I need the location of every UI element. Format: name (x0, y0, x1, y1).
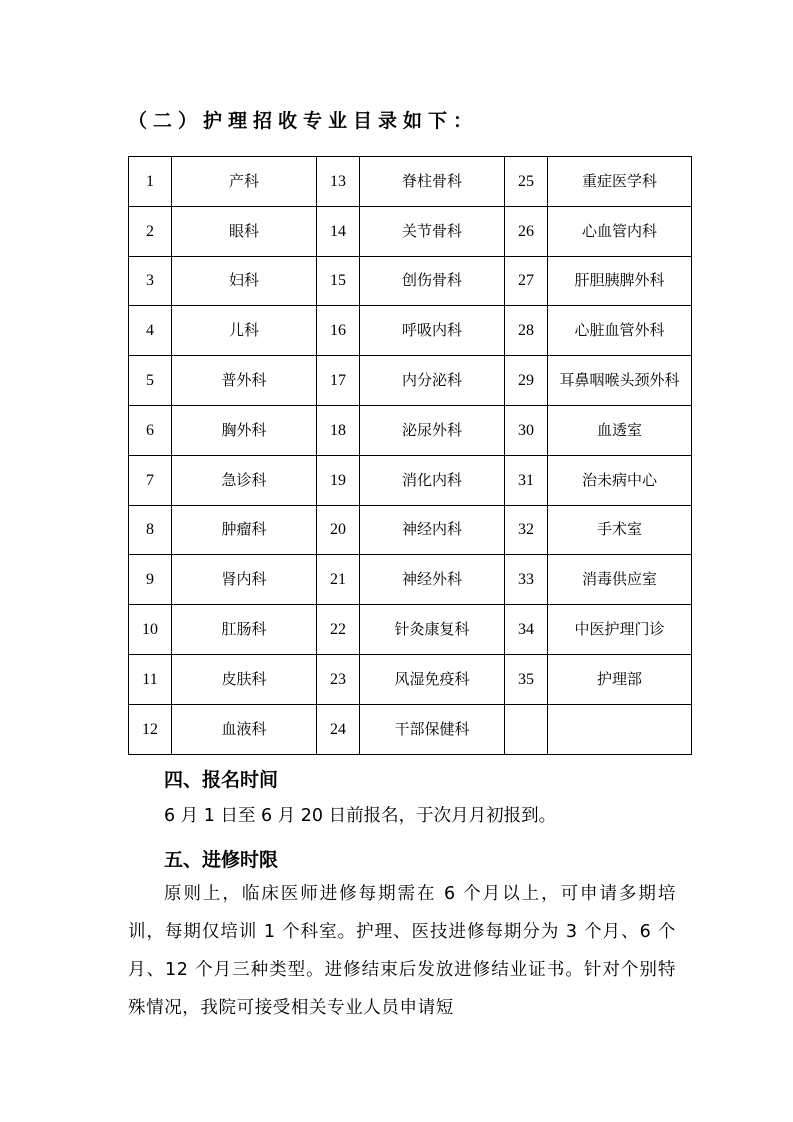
major-name-cell: 胸外科 (172, 405, 317, 455)
row-number-cell: 4 (129, 306, 172, 356)
table-row (129, 704, 692, 754)
row-number-cell: 28 (505, 306, 548, 356)
row-number-cell: 24 (317, 704, 360, 754)
major-name-cell: 创伤骨科 (360, 256, 505, 306)
major-name-cell: 急诊科 (172, 455, 317, 505)
major-name-cell: 脊柱骨科 (360, 157, 505, 207)
row-number-cell: 23 (317, 654, 360, 704)
table-row (129, 654, 692, 704)
row-number-cell: 6 (129, 405, 172, 455)
major-name-cell: 耳鼻咽喉头颈外科 (548, 356, 692, 406)
row-number-cell: 35 (505, 654, 548, 704)
row-number-cell: 33 (505, 555, 548, 605)
table-body (129, 157, 692, 755)
row-number-cell: 5 (129, 356, 172, 406)
table-row (129, 605, 692, 655)
row-number-cell: 27 (505, 256, 548, 306)
row-number-cell: 30 (505, 405, 548, 455)
major-name-cell: 血液科 (172, 704, 317, 754)
major-name-cell: 肝胆胰脾外科 (548, 256, 692, 306)
nursing-majors-table (128, 156, 692, 755)
row-number-cell: 12 (129, 704, 172, 754)
major-name-cell: 护理部 (548, 654, 692, 704)
major-name-cell: 产科 (172, 157, 317, 207)
row-number-cell: 20 (317, 505, 360, 555)
row-number-cell: 15 (317, 256, 360, 306)
major-name-cell: 神经外科 (360, 555, 505, 605)
major-name-cell: 消毒供应室 (548, 555, 692, 605)
major-name-cell: 干部保健科 (360, 704, 505, 754)
table-row (129, 157, 692, 207)
table-row (129, 455, 692, 505)
section-heading-nursing-majors: （二）护理招收专业目录如下： (128, 110, 479, 132)
major-name-cell: 心血管内科 (548, 206, 692, 256)
major-name-cell: 妇科 (172, 256, 317, 306)
row-number-cell: 29 (505, 356, 548, 406)
row-number-cell: 9 (129, 555, 172, 605)
row-number-cell: 3 (129, 256, 172, 306)
major-name-cell: 针灸康复科 (360, 605, 505, 655)
row-number-cell: 8 (129, 505, 172, 555)
major-name-cell: 关节骨科 (360, 206, 505, 256)
row-number-cell (505, 704, 548, 754)
major-name-cell: 肾内科 (172, 555, 317, 605)
row-number-cell: 13 (317, 157, 360, 207)
major-name-cell: 儿科 (172, 306, 317, 356)
major-name-cell: 内分泌科 (360, 356, 505, 406)
major-name-cell: 普外科 (172, 356, 317, 406)
major-name-cell: 皮肤科 (172, 654, 317, 704)
major-name-cell: 消化内科 (360, 455, 505, 505)
major-name-cell: 神经内科 (360, 505, 505, 555)
major-name-cell: 手术室 (548, 505, 692, 555)
major-name-cell: 肿瘤科 (172, 505, 317, 555)
section-title-registration-time: 四、报名时间 (164, 769, 279, 791)
table-row (129, 555, 692, 605)
major-name-cell: 呼吸内科 (360, 306, 505, 356)
table-row (129, 505, 692, 555)
row-number-cell: 11 (129, 654, 172, 704)
major-name-cell (548, 704, 692, 754)
table-row (129, 405, 692, 455)
row-number-cell: 1 (129, 157, 172, 207)
table-row (129, 306, 692, 356)
row-number-cell: 17 (317, 356, 360, 406)
registration-time-text: 6 月 1 日至 6 月 20 日前报名，于次月月初报到。 (164, 806, 557, 826)
major-name-cell: 心脏血管外科 (548, 306, 692, 356)
table-row (129, 256, 692, 306)
major-name-cell: 中医护理门诊 (548, 605, 692, 655)
row-number-cell: 21 (317, 555, 360, 605)
major-name-cell: 重症医学科 (548, 157, 692, 207)
row-number-cell: 10 (129, 605, 172, 655)
row-number-cell: 34 (505, 605, 548, 655)
row-number-cell: 31 (505, 455, 548, 505)
row-number-cell: 7 (129, 455, 172, 505)
major-name-cell: 风湿免疫科 (360, 654, 505, 704)
row-number-cell: 19 (317, 455, 360, 505)
row-number-cell: 16 (317, 306, 360, 356)
row-number-cell: 25 (505, 157, 548, 207)
row-number-cell: 14 (317, 206, 360, 256)
row-number-cell: 26 (505, 206, 548, 256)
major-name-cell: 治未病中心 (548, 455, 692, 505)
table-row (129, 356, 692, 406)
major-name-cell: 肛肠科 (172, 605, 317, 655)
major-name-cell: 血透室 (548, 405, 692, 455)
row-number-cell: 32 (505, 505, 548, 555)
major-name-cell: 眼科 (172, 206, 317, 256)
row-number-cell: 18 (317, 405, 360, 455)
row-number-cell: 22 (317, 605, 360, 655)
study-duration-text: 原则上，临床医师进修每期需在 6 个月以上，可申请多期培训，每期仅培训 1 个科室。护理、医技进修每期分为 3 个月、6 个月、12 个月三种类型。进修结束后发放进修结业证书。针对个别特殊情况，我院可接受相关专业人员申请短 (128, 884, 676, 1018)
row-number-cell: 2 (129, 206, 172, 256)
table-row (129, 206, 692, 256)
section-title-study-duration: 五、进修时限 (164, 849, 279, 871)
major-name-cell: 泌尿外科 (360, 405, 505, 455)
